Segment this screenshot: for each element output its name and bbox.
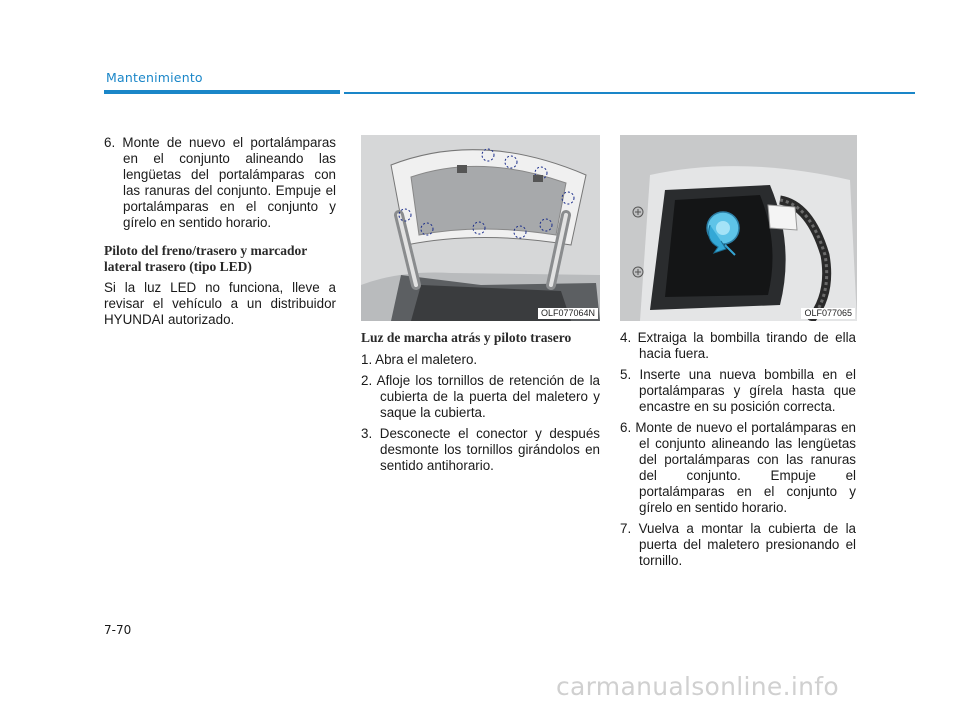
- step-item: 7. Vuelva a montar la cubierta de la puerta del maletero presionando el tornillo.: [620, 521, 856, 568]
- right-column: [620, 330, 856, 574]
- section-heading: Luz de marcha atrás y piloto trasero: [361, 330, 572, 345]
- left-steps: [104, 135, 336, 231]
- step-item: 6. Monte de nuevo el portalámparas en el conjunto alineando las lengüetas del portalámparas con las ranuras del conjunto. Empuje el portalámparas en el conjunto y gírelo en sentido horario.: [620, 420, 856, 515]
- step-item: 1. Abra el maletero.: [361, 351, 478, 367]
- body-paragraph: Si la luz LED no funciona, lleve a revisar el vehículo a un distribuidor HYUNDAI autorizado.: [104, 280, 336, 327]
- figure-lamp-holder: [620, 135, 857, 321]
- step-item: 2. Afloje los tornillos de retención de la cubierta de la puerta del maletero y saque la cubierta.: [361, 372, 600, 420]
- step-item: 6. Monte de nuevo el portalámparas en el conjunto alineando las lengüetas del portalámparas con las ranuras del conjunto. Empuje el portalámparas en el conjunto y gírelo en sentido horario.: [104, 135, 336, 230]
- trunk-lid-illustration: [361, 135, 600, 321]
- middle-column: [361, 330, 600, 479]
- figure-trunk-lid: [361, 135, 600, 321]
- left-column: [104, 135, 336, 328]
- step-item: 3. Desconecte el conector y después desmonte los tornillos girándolos en sentido antihorario.: [361, 425, 600, 473]
- figure-code: OLF077065: [801, 308, 855, 319]
- header-rule-thick: [104, 90, 340, 94]
- watermark: carmanualsonline.info: [556, 672, 839, 701]
- lamp-holder-illustration: [620, 135, 857, 321]
- step-item: 5. Inserte una nueva bombilla en el portalámparas y gírela hasta que encastre en su posición correcta.: [620, 367, 856, 414]
- figure-code: OLF077064N: [538, 308, 598, 319]
- middle-steps: [361, 352, 600, 474]
- header-rule-thin: [344, 92, 915, 94]
- section-title: Mantenimiento: [106, 70, 203, 85]
- step-item: 4. Extraiga la bombilla tirando de ella hacia fuera.: [620, 330, 856, 361]
- section-heading: Piloto del freno/trasero y marcador lateral trasero (tipo LED): [104, 243, 307, 274]
- right-steps: [620, 330, 856, 569]
- page-number: 7-70: [104, 623, 132, 637]
